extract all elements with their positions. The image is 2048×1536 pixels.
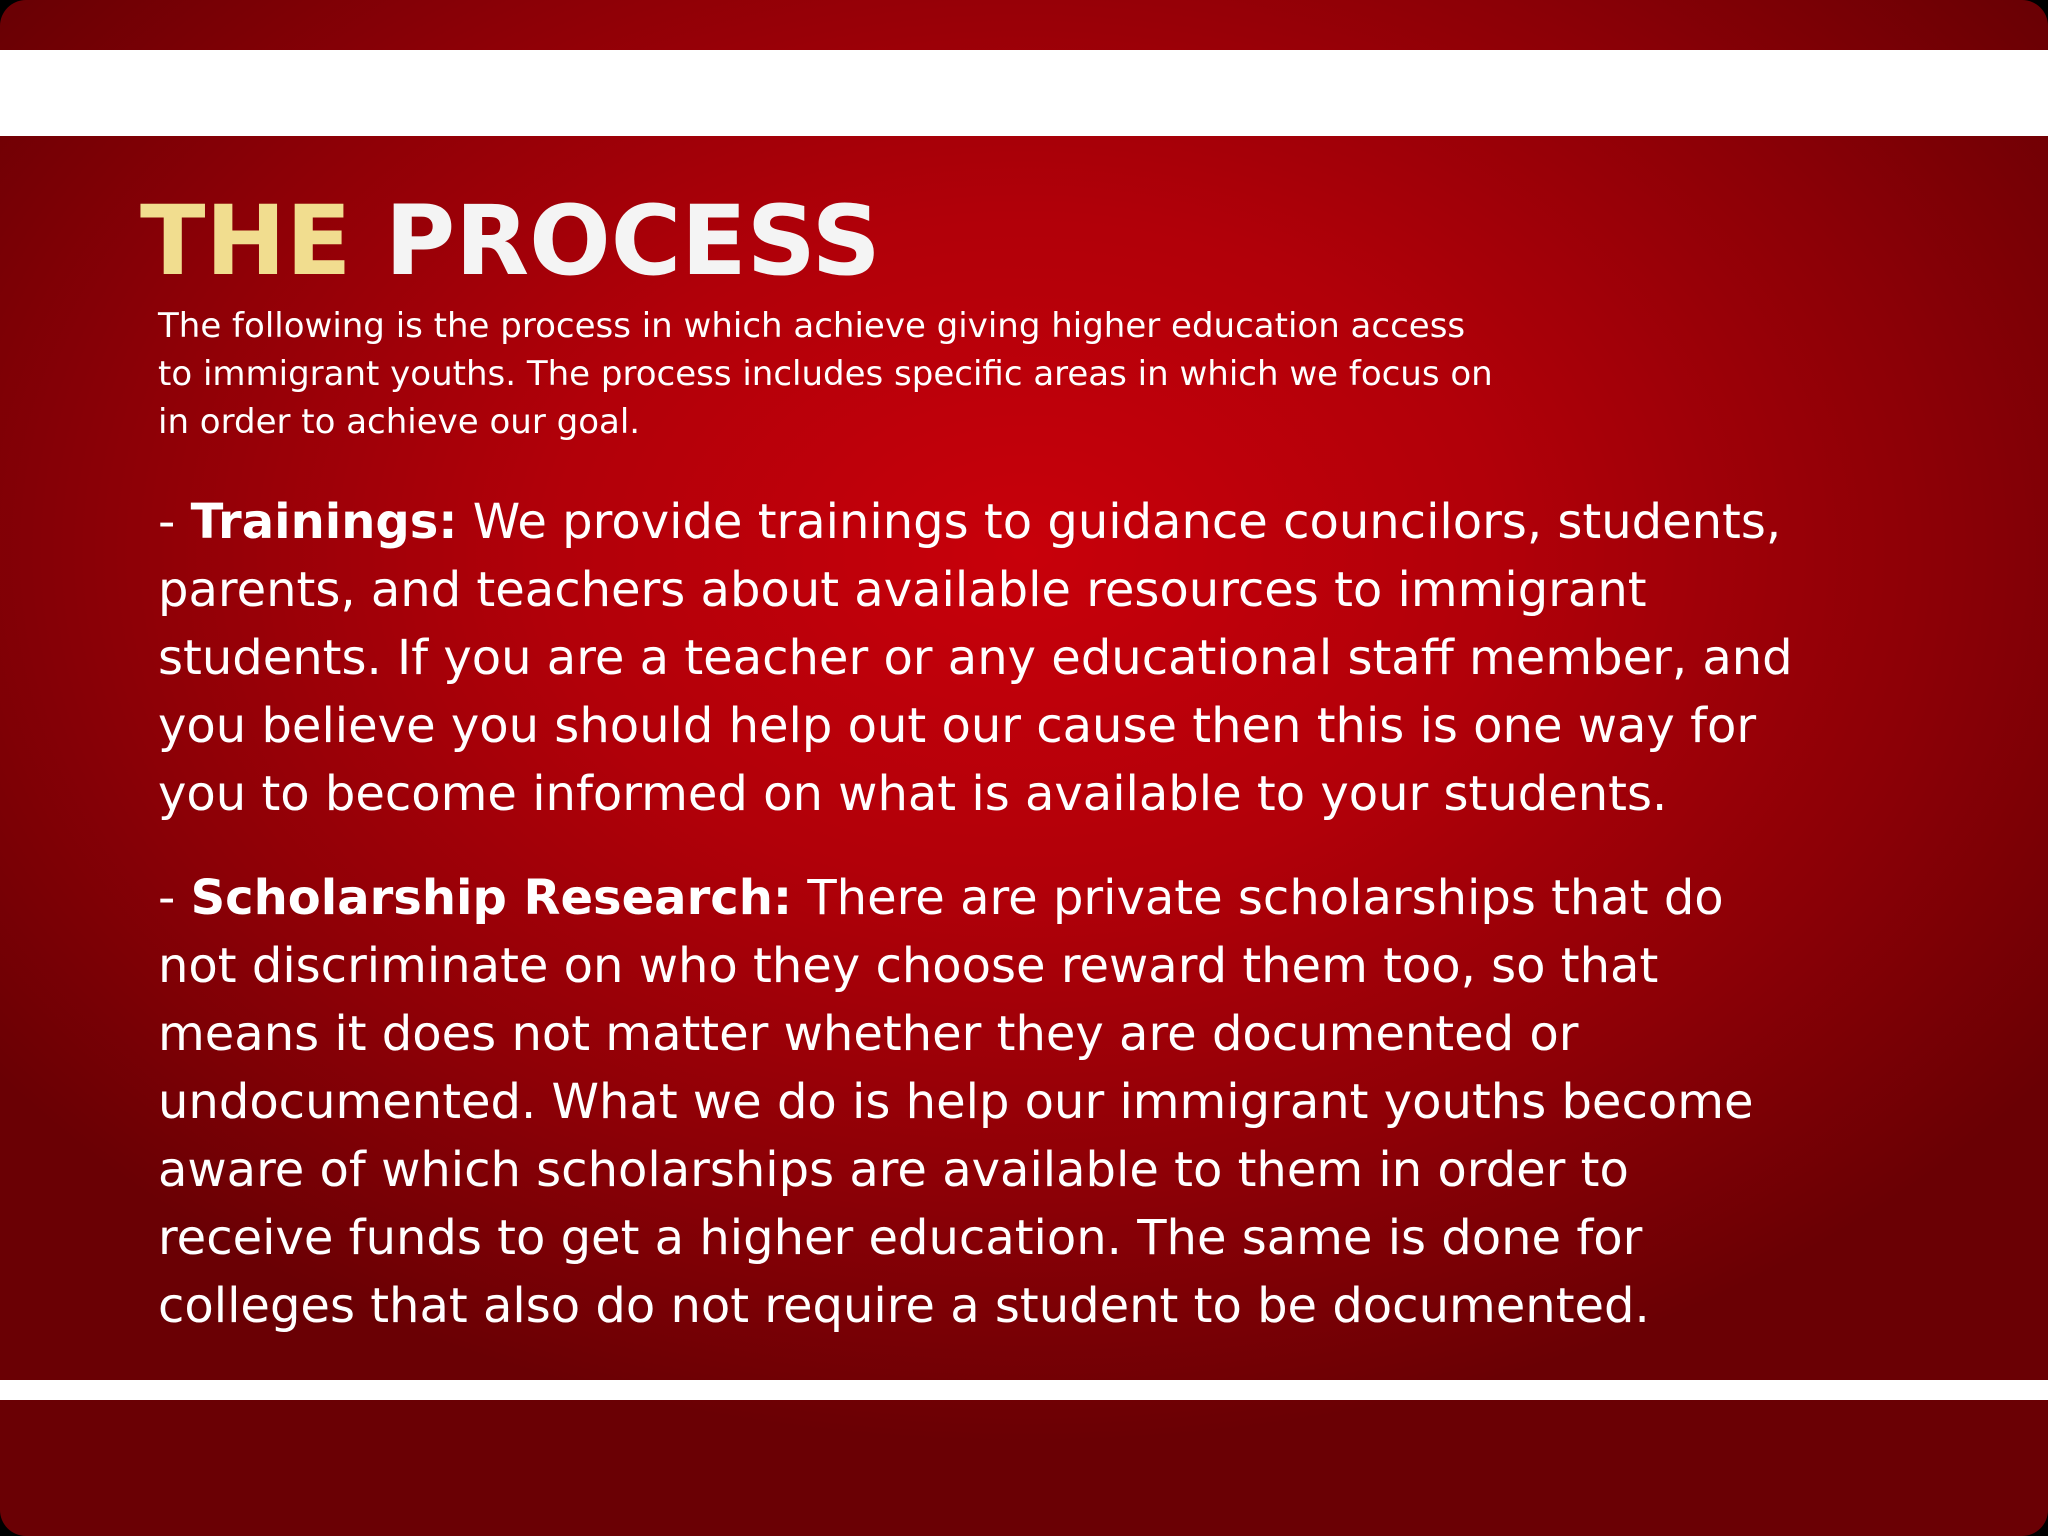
top-white-band [0, 50, 2048, 136]
title-word-the: THE [140, 185, 352, 297]
scholarship-research-label: Scholarship Research: [190, 870, 793, 926]
trainings-text: We provide trainings to guidance councilors, students, parents, and teachers about available resources to immigrant students. If you are a teacher or any educational staff member, and you believe you should help out our cause then this is one way for you to become informed on what is available to your students. [158, 494, 1793, 822]
bottom-white-band [0, 1380, 2048, 1400]
trainings-paragraph [158, 488, 1798, 828]
bullet-dash: - [158, 494, 191, 550]
scholarship-research-paragraph [158, 864, 1798, 1340]
bullet-dash: - [158, 870, 191, 926]
trainings-label: Trainings: [190, 494, 458, 550]
intro-paragraph: The following is the process in which achieve giving higher education access to immigrant youths. The process includes specific areas in which we focus on in order to achieve our goal. [158, 306, 1493, 442]
title-word-process: PROCESS [384, 185, 881, 297]
slide-title [140, 186, 881, 296]
scholarship-research-text: There are private scholarships that do not discriminate on who they choose reward them too, so that means it does not matter whether they are documented or undocumented. What we do is help our immigrant youths become aware of which scholarships are available to them in order to receive funds to get a higher education. The same is done for colleges that also do not require a student to be documented. [158, 870, 1754, 1334]
